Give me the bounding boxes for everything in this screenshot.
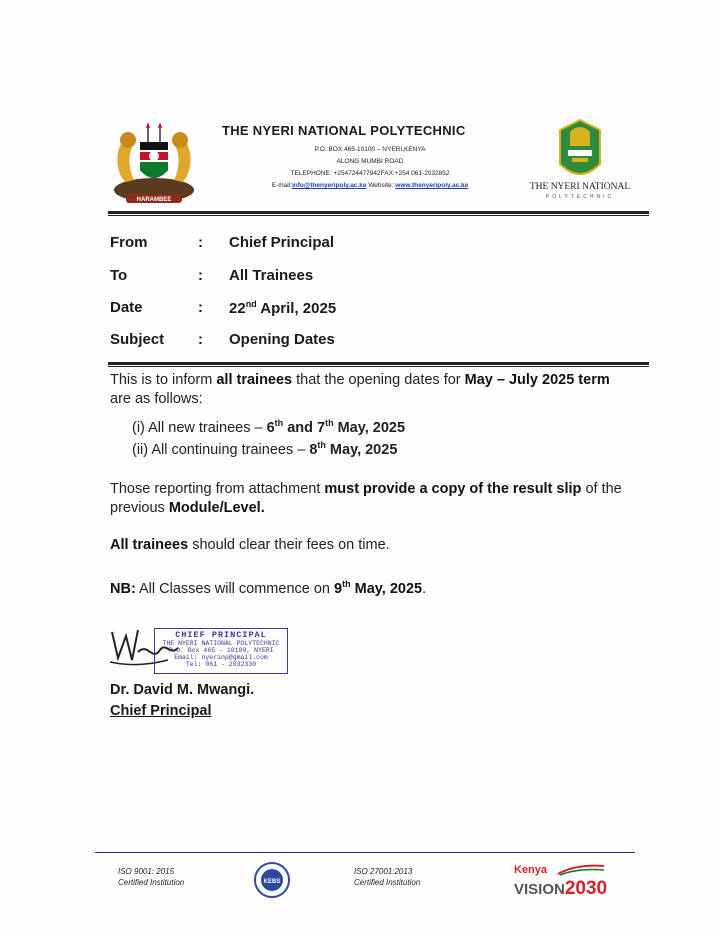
kebs-seal-icon xyxy=(254,862,290,898)
kebs-text: KEBS xyxy=(263,879,281,885)
p2-text: Those reporting from attachment xyxy=(110,481,325,497)
item1-sup2: th xyxy=(325,418,334,428)
nb-text: All Classes will commence on xyxy=(135,580,335,597)
polytechnic-logo xyxy=(556,118,604,184)
p2-bold-module: Module/Level. xyxy=(168,500,265,516)
p1-text-3: are as follows: xyxy=(110,391,203,407)
date-day: 22 xyxy=(229,300,246,317)
date-colon: : xyxy=(198,299,203,316)
memo-rule-thin xyxy=(108,366,649,367)
item1-month: May, 2025 xyxy=(333,419,406,436)
from-label: From xyxy=(110,234,148,251)
intro-paragraph xyxy=(110,371,650,409)
p2-text-2: of the xyxy=(581,481,622,497)
header-rule-thin xyxy=(108,215,649,216)
stamp-line-3: P.O. Box 465 - 10100, NYERI xyxy=(168,647,274,654)
item1-and: and 7 xyxy=(283,419,326,436)
date-rest: April, 2025 xyxy=(256,300,337,317)
signatory-name: Dr. David M. Mwangi. xyxy=(110,682,255,698)
from-colon: : xyxy=(198,234,203,251)
nb-paragraph xyxy=(110,575,650,599)
nb-sup: th xyxy=(342,579,351,589)
vision-word: VISION xyxy=(514,881,565,898)
iso-9001: ISO 9001: 2015 xyxy=(118,867,175,876)
nb-period: . xyxy=(422,580,427,597)
nb-day: 9 xyxy=(334,580,343,597)
address-line-1: P.O. BOX 465-10100 – NYERI,KENYA xyxy=(314,146,426,153)
p1-bold-term: May – July 2025 term xyxy=(464,372,610,388)
official-stamp xyxy=(154,628,288,674)
email-link[interactable]: info@thenyeripoly.ac.ke xyxy=(291,182,367,189)
item1-sup1: th xyxy=(274,418,284,428)
stamp-line-1: CHIEF PRINCIPAL xyxy=(175,630,267,640)
iso-27001-sub: Certified Institution xyxy=(354,878,421,887)
to-colon: : xyxy=(198,267,203,284)
p2-text-3: previous xyxy=(110,500,169,516)
item2-day: 8 xyxy=(309,441,318,458)
website-label: Website: xyxy=(368,182,394,189)
telephone-line: TELEPHONE: +254724477942FAX:+254 061-2032852 xyxy=(290,170,450,177)
item2-text: (ii) All continuing trainees – xyxy=(132,441,310,458)
website-link[interactable]: www.thenyeripoly.ac.ke xyxy=(395,182,469,189)
contact-line xyxy=(240,182,500,189)
coat-motto: HARAMBEE xyxy=(136,197,172,203)
item1-day: 6 xyxy=(266,419,275,436)
date-sup: nd xyxy=(245,299,257,309)
vision-year: 2030 xyxy=(564,878,608,899)
logo-sub: POLYTECHNIC xyxy=(545,194,615,200)
institution-name: THE NYERI NATIONAL POLYTECHNIC xyxy=(222,123,466,138)
nb-label: NB: xyxy=(110,580,136,597)
p2-bold: must provide a copy of the result slip xyxy=(324,481,582,497)
header-rule xyxy=(108,211,649,214)
vision-kenya: Kenya xyxy=(514,864,548,876)
date-label: Date xyxy=(110,299,143,316)
list-item-continuing-trainees xyxy=(132,440,397,458)
email-label: E-mail: xyxy=(271,182,292,189)
list-item-new-trainees xyxy=(132,418,405,436)
nb-month: May, 2025 xyxy=(350,580,423,597)
item2-sup: th xyxy=(317,440,326,450)
item1-text: (i) All new trainees – xyxy=(132,419,267,436)
subject-value: Opening Dates xyxy=(229,331,335,348)
vision-swoosh-icon xyxy=(556,862,606,876)
stamp-line-2: THE NYERI NATIONAL POLYTECHNIC xyxy=(162,640,280,647)
iso-9001-sub: Certified Institution xyxy=(118,878,185,887)
attachment-paragraph xyxy=(110,480,650,518)
iso-9001-block xyxy=(118,866,184,888)
footer-rule xyxy=(95,852,635,853)
subject-label: Subject xyxy=(110,331,165,348)
to-value: All Trainees xyxy=(229,267,314,284)
memo-rule xyxy=(108,362,649,365)
date-value xyxy=(229,299,336,317)
from-value: Chief Principal xyxy=(229,234,335,251)
signatory-title: Chief Principal xyxy=(110,703,212,719)
stamp-line-4: Email: nyerinp@gmail.com xyxy=(174,654,268,661)
subject-colon: : xyxy=(198,331,203,348)
logo-name: THE NYERI NATIONAL xyxy=(529,182,631,192)
p3-text: should clear their fees on time. xyxy=(188,537,390,553)
p1-text: This is to inform xyxy=(110,372,217,388)
p1-bold-trainees: all trainees xyxy=(216,372,293,388)
kenya-coat-of-arms xyxy=(104,120,204,206)
stamp-line-5: Tel: 061 - 2032330 xyxy=(185,661,257,668)
fees-paragraph xyxy=(110,536,650,555)
p1-text-2: that the opening dates for xyxy=(292,372,465,388)
address-line-2: ALONG MUMBI ROAD xyxy=(336,158,404,165)
p3-bold: All trainees xyxy=(110,537,189,553)
iso-27001-block xyxy=(354,866,420,888)
vision-2030-logo xyxy=(514,878,607,900)
iso-27001: ISO 27001:2013 xyxy=(354,867,413,876)
to-label: To xyxy=(110,267,128,284)
item2-month: May, 2025 xyxy=(325,441,398,458)
